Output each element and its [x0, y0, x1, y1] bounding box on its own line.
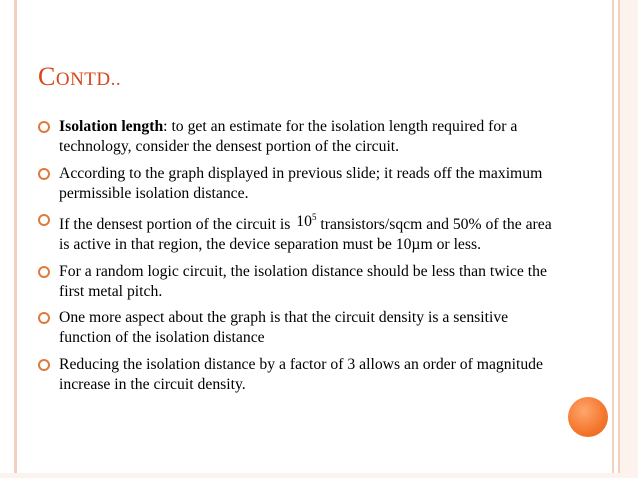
- bullet-item: [38, 210, 553, 255]
- right-border-line-outer: [618, 0, 620, 478]
- ring-bullet-icon: [38, 312, 50, 324]
- slide-title-initial: C: [38, 62, 56, 91]
- bullet-text: Reducing the isolation distance by a factor of 3 allows an order of magnitude increase in the circuit density.: [59, 355, 543, 393]
- bullet-text: According to the graph displayed in previous slide; it reads off the maximum permissible isolation distance.: [59, 164, 543, 202]
- bullet-text: One more aspect about the graph is that the circuit density is a sensitive function of the isolation distance: [59, 309, 509, 346]
- ring-bullet-icon: [38, 168, 50, 180]
- ring-bullet-icon: [38, 359, 50, 371]
- bullet-item: [38, 308, 553, 348]
- bullet-bold-term: Isolation length: [59, 118, 164, 135]
- bullet-text-after: transistors/sqcm and 50% of the area is active in that region, the device separation must be 10µm or less.: [59, 216, 552, 253]
- exponent-base: 10: [296, 213, 312, 230]
- bullet-item: [38, 355, 553, 395]
- ring-bullet-icon: [38, 121, 50, 133]
- bullet-text: : to get an estimate for the isolation length required for a technology, consider the densest portion of the circuit.: [59, 118, 518, 155]
- bullet-list: [38, 117, 553, 401]
- right-border-band: [620, 0, 638, 478]
- ring-bullet-icon: [38, 214, 50, 226]
- bullet-item: [38, 117, 553, 157]
- exponent-power: 5: [311, 212, 317, 222]
- bottom-border-band: [0, 473, 638, 478]
- orange-circle-icon: [568, 397, 608, 437]
- slide-title-rest: ONTD..: [55, 69, 122, 90]
- power-of-ten-expression: [296, 207, 316, 232]
- bullet-item: [38, 164, 553, 204]
- right-border-line-inner: [612, 0, 614, 478]
- left-border-line: [14, 0, 17, 478]
- ring-bullet-icon: [38, 266, 50, 278]
- bullet-item: [38, 262, 553, 302]
- slide-title: [38, 62, 121, 92]
- bullet-text: For a random logic circuit, the isolation distance should be less than twice the first metal pitch.: [59, 262, 547, 300]
- bullet-text-before: If the densest portion of the circuit is: [59, 216, 295, 233]
